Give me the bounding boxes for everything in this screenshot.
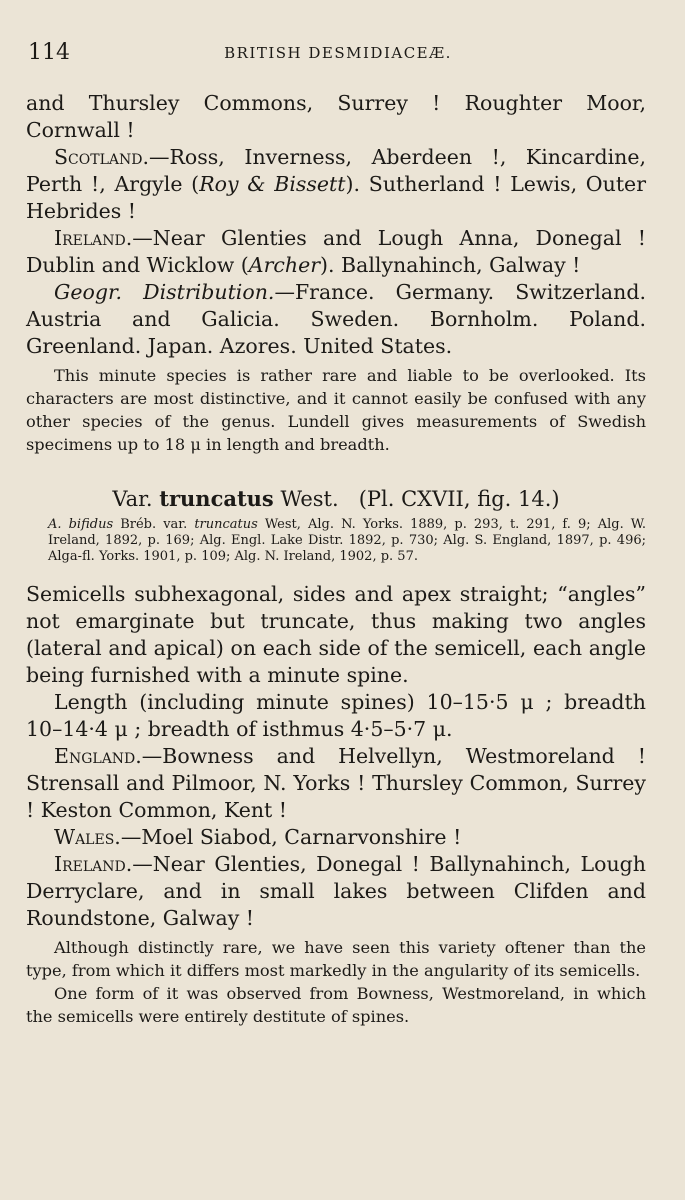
variety-measurements: Length (including minute spines) 10–15·5 μ ; breadth 10–14·4 μ ; breadth of isthmus 4·5–5·7 μ. <box>26 690 646 741</box>
ireland-label: Ireland. <box>54 226 133 250</box>
wales-text: —Moel Siabod, Carnarvonshire ! <box>120 825 462 849</box>
variety-heading <box>26 486 646 511</box>
plate-reference: (Pl. CXVII, fig. 14.) <box>358 487 560 511</box>
variety-note-1: Although distinctly rare, we have seen this variety oftener than the type, from which it differs most markedly in the angularity of its semicells. <box>26 938 646 980</box>
synonym-name: A. bifidus <box>48 517 114 532</box>
wales-paragraph <box>26 824 646 851</box>
scotland-paragraph <box>26 144 646 225</box>
ireland-collector: Archer <box>248 253 321 277</box>
scotland-text-b: ). Sutherland ! Lewis, Outer Hebrides ! <box>26 172 646 223</box>
species-note: This minute species is rather rare and liable to be overlooked. Its characters are most distinctive, and it cannot easily be confused with any other species of the genus. Lundell gives measurements of Swedish specimens up to 18 μ in length and breadth. <box>26 366 646 454</box>
variety-prefix: Var. <box>112 487 153 511</box>
ireland-variety-text: —Near Glenties, Donegal ! Ballynahinch, Lough Derryclare, and in small lakes between Clifden and Roundstone, Galway ! <box>26 852 646 930</box>
synonymy <box>26 517 646 565</box>
continued-line-2: Cornwall ! <box>26 118 135 142</box>
variety-note-2: One form of it was observed from Bowness, Westmoreland, in which the semicells were entirely destitute of spines. <box>26 984 646 1026</box>
wales-label: Wales. <box>54 825 121 849</box>
distribution-paragraph <box>26 279 646 360</box>
scotland-label: Scotland. <box>54 145 149 169</box>
page-number: 114 <box>28 40 70 65</box>
scotland-collectors: Roy & Bissett <box>199 172 346 196</box>
body-text <box>26 90 646 1028</box>
variety-description: Semicells subhexagonal, sides and apex straight; “angles” not emarginate but truncate, thus making two angles (lateral and apical) on each side of the semicell, each angle being furnished with a minute spine. <box>26 582 646 687</box>
running-head: BRITISH DESMIDIACEÆ. <box>224 44 452 62</box>
england-text: —Bowness and Helvellyn, Westmoreland ! Strensall and Pilmoor, N. Yorks ! Thursley Common, Surrey ! Keston Common, Kent ! <box>26 744 646 822</box>
ireland-variety-label: Ireland. <box>54 852 133 876</box>
synonym-text-1: Bréb. var. <box>113 517 195 532</box>
ireland-variety-paragraph <box>26 851 646 932</box>
ireland-text-a: —Near Glenties and Lough Anna, Donegal ! Dublin and Wicklow ( <box>26 226 646 277</box>
england-label: England. <box>54 744 142 768</box>
variety-name: truncatus <box>159 486 274 511</box>
distribution-label: Geogr. Distribution. <box>54 280 275 304</box>
england-paragraph <box>26 743 646 824</box>
ireland-paragraph <box>26 225 646 279</box>
variety-author: West. <box>280 487 339 511</box>
page-header <box>28 40 648 70</box>
ireland-text-b: ). Ballynahinch, Galway ! <box>320 253 581 277</box>
continued-line-1: and Thursley Commons, Surrey ! Roughter Moor, <box>26 91 646 115</box>
scotland-text-a: —Ross, Inverness, Aberdeen !, Kincardine, Perth !, Argyle ( <box>26 145 646 196</box>
synonym-variety: truncatus <box>194 517 258 532</box>
synonym-text-2: West, Alg. N. Yorks. 1889, p. 293, t. 291, f. 9; Alg. W. Ireland, 1892, p. 169; Alg. Engl. Lake Distr. 1892, p. 730; Alg. S. England, 1897, p. 496; Alga-fl. Yorks. 1901, p. 109; Alg. N. Ireland, 1902, p. 57. <box>48 517 647 564</box>
distribution-text: —France. Germany. Switzerland. Austria and Galicia. Sweden. Bornholm. Poland. Greenland. Japan. Azores. United States. <box>26 280 646 358</box>
